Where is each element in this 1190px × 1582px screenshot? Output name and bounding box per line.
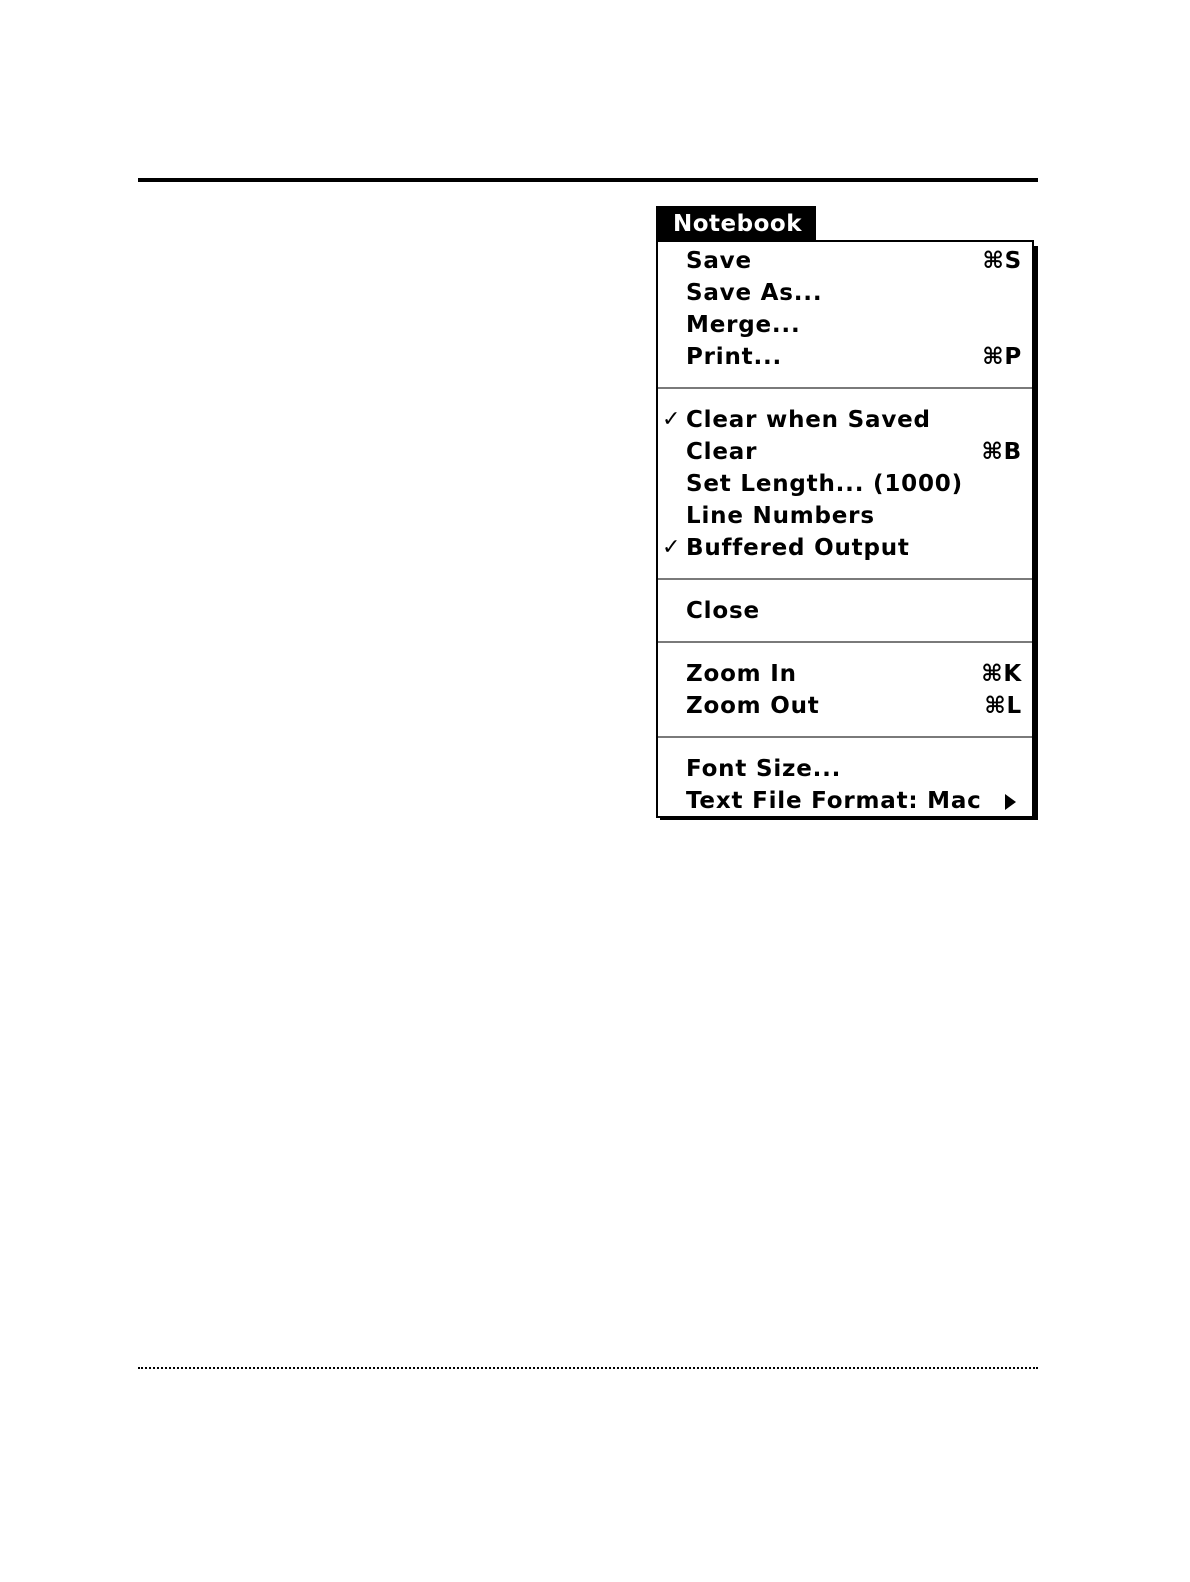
menu-item-merge[interactable]: [658, 309, 1032, 341]
menu-item-label: Line Numbers: [686, 503, 875, 529]
menu-item-clear-when-saved[interactable]: [658, 404, 1032, 436]
checkmark-icon: ✓: [662, 407, 682, 432]
menu-item-buffered-output[interactable]: [658, 532, 1032, 564]
menu-item-label: Save As...: [686, 280, 823, 306]
menu-item-close[interactable]: [658, 595, 1032, 627]
menu-item-shortcut: ⌘P: [982, 344, 1022, 370]
menu-separator: [658, 641, 1032, 643]
menu-item-font-size[interactable]: [658, 753, 1032, 785]
page-bottom-rule: [138, 1367, 1038, 1369]
menu-item-set-length[interactable]: [658, 468, 1032, 500]
menu-item-line-numbers[interactable]: [658, 500, 1032, 532]
menu-item-label: Font Size...: [686, 756, 842, 782]
menu-item-label: Buffered Output: [686, 535, 910, 561]
menu-item-label: Zoom Out: [686, 693, 820, 719]
notebook-menu-panel: [656, 240, 1034, 818]
menu-item-label: Print...: [686, 344, 783, 370]
page-top-rule: [138, 178, 1038, 182]
menu-separator: [658, 387, 1032, 389]
menu-item-text-file-format[interactable]: [658, 785, 1032, 817]
menu-item-label: Close: [686, 598, 760, 624]
menu-item-shortcut: ⌘L: [984, 693, 1022, 719]
menu-item-print[interactable]: [658, 341, 1032, 373]
menu-separator: [658, 578, 1032, 580]
menu-item-label: Merge...: [686, 312, 801, 338]
menu-item-label: Save: [686, 248, 752, 274]
menu-item-label: Set Length... (1000): [686, 471, 963, 497]
menu-item-save-as[interactable]: [658, 277, 1032, 309]
menu-item-zoom-out[interactable]: [658, 690, 1032, 722]
menu-item-shortcut: ⌘S: [982, 248, 1022, 274]
menu-item-clear[interactable]: [658, 436, 1032, 468]
checkmark-icon: ✓: [662, 535, 682, 560]
menu-item-label: Zoom In: [686, 661, 797, 687]
menu-item-label: Clear: [686, 439, 758, 465]
menu-item-label: Text File Format: Mac: [686, 788, 982, 814]
submenu-arrow-icon: [1005, 794, 1016, 810]
menu-item-zoom-in[interactable]: [658, 658, 1032, 690]
menu-item-label: Clear when Saved: [686, 407, 931, 433]
menu-separator: [658, 736, 1032, 738]
menu-item-shortcut: ⌘K: [981, 661, 1022, 687]
menu-item-shortcut: ⌘B: [981, 439, 1022, 465]
menu-item-save[interactable]: [658, 245, 1032, 277]
menu-title-notebook[interactable]: Notebook: [656, 206, 816, 242]
